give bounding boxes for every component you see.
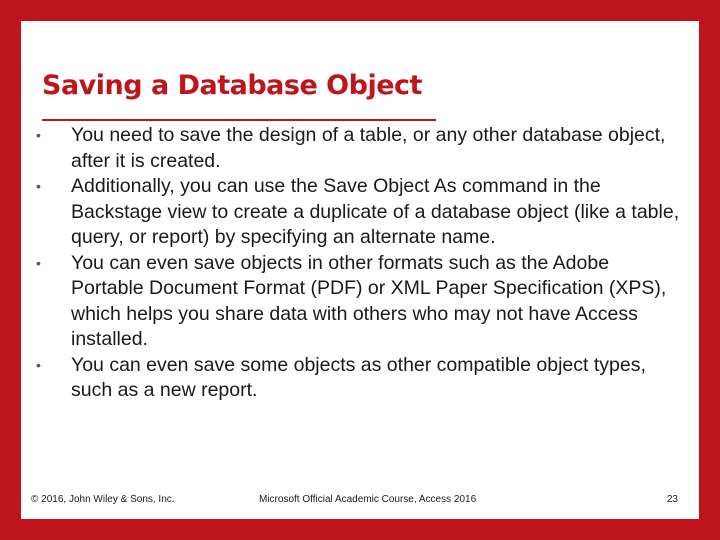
bullet-text: Additionally, you can use the Save Object As command in the Backstage view to create a duplicate of a database object (like a table, query, or report) by specifying an alternate name. (71, 175, 680, 248)
footer-copyright: © 2016, John Wiley & Sons, Inc. (31, 494, 175, 505)
bullet-list (32, 123, 682, 404)
footer-course: Microsoft Official Academic Course, Access 2016 (259, 494, 477, 505)
bullet-item (32, 174, 682, 251)
bullet-dot-icon: • (36, 127, 41, 143)
bullet-item (32, 353, 682, 404)
title-underline (42, 119, 436, 121)
bullet-item (32, 251, 682, 353)
bullet-text: You need to save the design of a table, or any other database object, after it is created. (71, 124, 666, 172)
bullet-dot-icon: • (36, 178, 41, 194)
footer-page-number: 23 (666, 494, 678, 505)
slide-title: Saving a Database Object (42, 70, 422, 101)
bullet-item (32, 123, 682, 174)
bullet-text: You can even save objects in other formats such as the Adobe Portable Document Format (PDF) or XML Paper Specification (XPS), which helps you share data with others who may not have Access installed. (71, 251, 667, 350)
bullet-text: You can even save some objects as other compatible object types, such as a new report. (71, 353, 646, 401)
bullet-dot-icon: • (36, 254, 41, 271)
bullet-dot-icon: • (36, 356, 41, 373)
slide-content (21, 21, 699, 519)
